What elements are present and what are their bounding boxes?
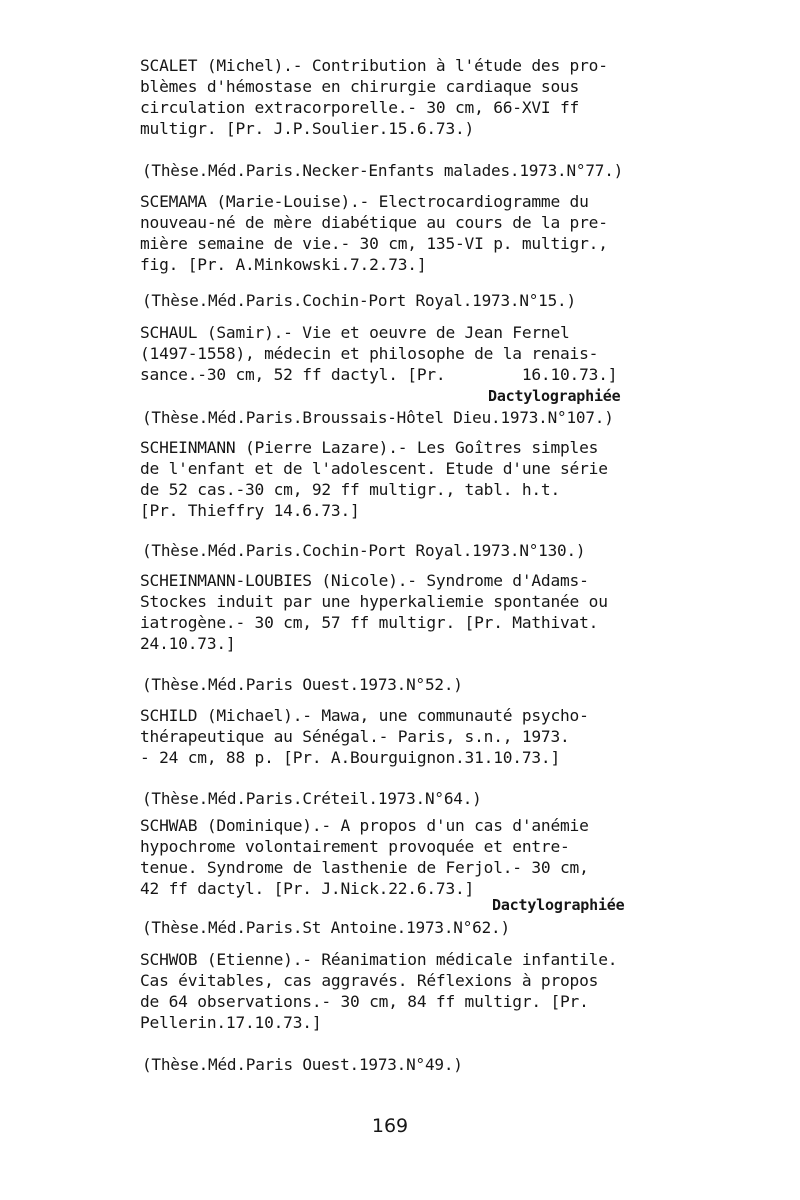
entry-line: SCHILD (Michael).- Mawa, une communauté psycho- bbox=[140, 706, 589, 725]
entry-line: SCHWOB (Etienne).- Réanimation médicale infantile. bbox=[140, 950, 618, 969]
entry-line: SCHWAB (Dominique).- A propos d'un cas d'anémie bbox=[140, 816, 589, 835]
catalog-entry bbox=[140, 570, 660, 654]
catalog-entry bbox=[140, 815, 660, 899]
thesis-source: (Thèse.Méd.Paris.Créteil.1973.N°64.) bbox=[142, 789, 482, 808]
thesis-source: (Thèse.Méd.Paris.Cochin-Port Royal.1973.N°15.) bbox=[142, 291, 576, 310]
page-number: 169 bbox=[371, 1115, 409, 1137]
entry-line: 24.10.73.] bbox=[140, 634, 236, 653]
entry-line: circulation extracorporelle.- 30 cm, 66-XVI ff bbox=[140, 98, 580, 117]
entry-line: blèmes d'hémostase en chirurgie cardiaque sous bbox=[140, 77, 580, 96]
entry-line: multigr. [Pr. J.P.Soulier.15.6.73.) bbox=[140, 119, 475, 138]
thesis-source: (Thèse.Méd.Paris Ouest.1973.N°49.) bbox=[142, 1055, 463, 1074]
entry-line: iatrogène.- 30 cm, 57 ff multigr. [Pr. Mathivat. bbox=[140, 613, 599, 632]
thesis-source: (Thèse.Méd.Paris.St Antoine.1973.N°62.) bbox=[142, 918, 510, 937]
entry-line: SCHEINMANN (Pierre Lazare).- Les Goîtres simples bbox=[140, 438, 599, 457]
entry-line: thérapeutique au Sénégal.- Paris, s.n., 1973. bbox=[140, 727, 570, 746]
entry-line: de 52 cas.-30 cm, 92 ff multigr., tabl. h.t. bbox=[140, 480, 561, 499]
entry-line: de 64 observations.- 30 cm, 84 ff multigr. [Pr. bbox=[140, 992, 589, 1011]
entry-line: SCEMAMA (Marie-Louise).- Electrocardiogramme du bbox=[140, 192, 589, 211]
catalog-entry bbox=[140, 705, 660, 768]
catalog-entry bbox=[140, 191, 660, 275]
entry-line: de l'enfant et de l'adolescent. Etude d'une série bbox=[140, 459, 608, 478]
entry-line: sance.-30 cm, 52 ff dactyl. [Pr. 16.10.73.] bbox=[140, 365, 618, 384]
entry-line: - 24 cm, 88 p. [Pr. A.Bourguignon.31.10.73.] bbox=[140, 748, 561, 767]
format-annotation: Dactylographiée bbox=[492, 896, 625, 914]
entry-line: SCHAUL (Samir).- Vie et oeuvre de Jean Fernel bbox=[140, 323, 570, 342]
entry-line: tenue. Syndrome de lasthenie de Ferjol.- 30 cm, bbox=[140, 858, 589, 877]
entry-line: Cas évitables, cas aggravés. Réflexions à propos bbox=[140, 971, 599, 990]
thesis-source: (Thèse.Méd.Paris Ouest.1973.N°52.) bbox=[142, 675, 463, 694]
entry-line: [Pr. Thieffry 14.6.73.] bbox=[140, 501, 360, 520]
entry-line: SCALET (Michel).- Contribution à l'étude des pro- bbox=[140, 56, 608, 75]
thesis-source: (Thèse.Méd.Paris.Cochin-Port Royal.1973.N°130.) bbox=[142, 541, 586, 560]
entry-line: SCHEINMANN-LOUBIES (Nicole).- Syndrome d'Adams- bbox=[140, 571, 589, 590]
entry-line: mière semaine de vie.- 30 cm, 135-VI p. multigr., bbox=[140, 234, 608, 253]
entry-line: Pellerin.17.10.73.] bbox=[140, 1013, 322, 1032]
entry-line: fig. [Pr. A.Minkowski.7.2.73.] bbox=[140, 255, 427, 274]
entry-line: hypochrome volontairement provoquée et entre- bbox=[140, 837, 570, 856]
entry-line: Stockes induit par une hyperkaliemie spontanée ou bbox=[140, 592, 608, 611]
catalog-entry bbox=[140, 55, 660, 139]
entry-line: (1497-1558), médecin et philosophe de la renais- bbox=[140, 344, 599, 363]
catalog-entry bbox=[140, 437, 660, 521]
thesis-source: (Thèse.Méd.Paris.Broussais-Hôtel Dieu.1973.N°107.) bbox=[142, 408, 614, 427]
thesis-source: (Thèse.Méd.Paris.Necker-Enfants malades.1973.N°77.) bbox=[142, 161, 624, 180]
catalog-entry bbox=[140, 322, 660, 385]
entry-line: nouveau-né de mère diabétique au cours de la pre- bbox=[140, 213, 608, 232]
entry-line: 42 ff dactyl. [Pr. J.Nick.22.6.73.] bbox=[140, 879, 475, 898]
format-annotation: Dactylographiée bbox=[488, 387, 621, 405]
catalog-entry bbox=[140, 949, 660, 1033]
